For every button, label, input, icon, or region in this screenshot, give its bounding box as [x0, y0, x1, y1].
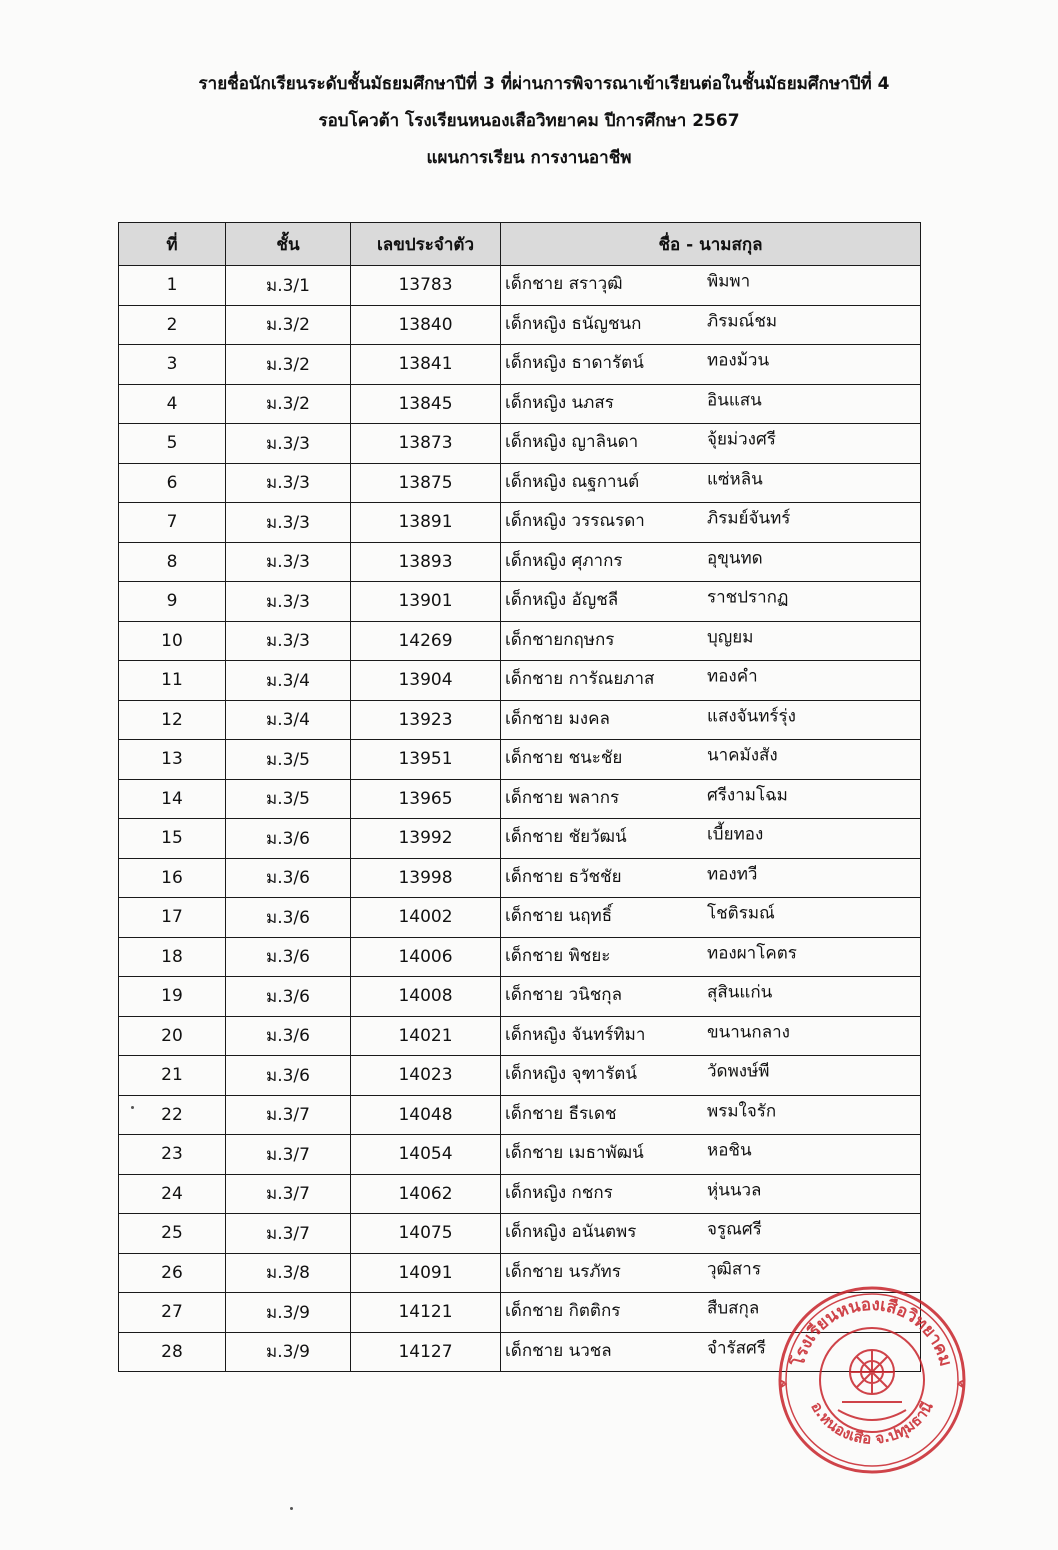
table-row [119, 898, 921, 938]
row-number: 18 [119, 937, 226, 977]
table-row [119, 503, 921, 543]
row-class: ม.3/6 [226, 819, 351, 859]
row-first-name: เด็กหญิง อัญชลี [505, 590, 619, 611]
row-class: ม.3/7 [226, 1135, 351, 1175]
row-last-name: จรูณศรี [707, 1219, 762, 1240]
row-student-id: 14075 [351, 1214, 501, 1254]
row-first-name: เด็กหญิง วรรณรดา [505, 511, 645, 532]
row-student-id: 13923 [351, 700, 501, 740]
row-last-name: อินแสน [707, 390, 762, 411]
row-class: ม.3/6 [226, 1016, 351, 1056]
row-first-name: เด็กชาย ธวัชชัย [505, 866, 622, 887]
row-last-name: นาคมังสัง [707, 745, 778, 766]
row-student-id: 14006 [351, 937, 501, 977]
table-row [119, 345, 921, 385]
table-row [119, 779, 921, 819]
row-first-name: เด็กหญิง จันทร์ทิมา [505, 1024, 646, 1045]
header-no: ที่ [119, 223, 226, 266]
row-last-name: หุ่นนวล [707, 1180, 762, 1201]
row-full-name [501, 819, 921, 859]
row-last-name: หอชิน [707, 1140, 752, 1161]
row-student-id: 13891 [351, 503, 501, 543]
table-header-row [119, 223, 921, 266]
row-last-name: ทองทวี [707, 864, 758, 885]
row-full-name [501, 937, 921, 977]
row-class: ม.3/7 [226, 1174, 351, 1214]
row-student-id: 13901 [351, 582, 501, 622]
row-last-name: ราชปรากฏ [707, 587, 789, 608]
row-class: ม.3/7 [226, 1214, 351, 1254]
row-last-name: ขนานกลาง [707, 1022, 790, 1043]
table-row [119, 1095, 921, 1135]
seal-top-text: โรงเรียนหนองเสือวิทยาคม [788, 1294, 956, 1369]
row-last-name: บุญยม [707, 627, 754, 648]
row-number: 23 [119, 1135, 226, 1175]
row-number: 13 [119, 740, 226, 780]
row-student-id: 14127 [351, 1332, 501, 1372]
row-full-name [501, 1332, 921, 1372]
table-row [119, 700, 921, 740]
row-class: ม.3/2 [226, 345, 351, 385]
svg-text:อ.หนองเสือ จ.ปทุมธานี [807, 1398, 937, 1448]
row-first-name: เด็กชาย การัณยภาส [505, 669, 655, 690]
row-student-id: 14091 [351, 1253, 501, 1293]
row-class: ม.3/3 [226, 503, 351, 543]
row-first-name: เด็กชาย กิตติกร [505, 1301, 621, 1322]
row-class: ม.3/3 [226, 582, 351, 622]
row-first-name: เด็กหญิง นภสร [505, 392, 614, 413]
row-full-name [501, 542, 921, 582]
row-full-name [501, 1095, 921, 1135]
row-class: ม.3/3 [226, 424, 351, 464]
row-number: 8 [119, 542, 226, 582]
row-student-id: 14062 [351, 1174, 501, 1214]
paper-speck [290, 1507, 293, 1510]
row-full-name [501, 1056, 921, 1096]
row-last-name: สืบสกุล [707, 1298, 760, 1319]
row-full-name [501, 305, 921, 345]
row-first-name: เด็กหญิง ญาลินดา [505, 432, 639, 453]
row-student-id: 13845 [351, 384, 501, 424]
row-number: 21 [119, 1056, 226, 1096]
row-student-id: 13875 [351, 463, 501, 503]
row-full-name [501, 1135, 921, 1175]
row-first-name: เด็กหญิง ธาดารัตน์ [505, 353, 644, 374]
table-row [119, 661, 921, 701]
header-class: ชั้น [226, 223, 351, 266]
row-number: 15 [119, 819, 226, 859]
row-full-name [501, 1293, 921, 1333]
row-student-id: 13965 [351, 779, 501, 819]
row-class: ม.3/4 [226, 661, 351, 701]
row-number: 22 [119, 1095, 226, 1135]
row-last-name: โชติรมณ์ [707, 903, 775, 924]
title-line-2: รอบโควต้า โรงเรียนหนองเสือวิทยาคม ปีการศึกษา 2567 [318, 111, 740, 131]
row-student-id: 13998 [351, 858, 501, 898]
row-number: 3 [119, 345, 226, 385]
paper-speck [131, 1106, 134, 1109]
table-body [119, 266, 921, 1372]
row-class: ม.3/6 [226, 1056, 351, 1096]
row-student-id: 13951 [351, 740, 501, 780]
row-class: ม.3/3 [226, 463, 351, 503]
row-last-name: จำรัสศรี [707, 1338, 766, 1359]
row-first-name: เด็กชาย วนิชกุล [505, 985, 623, 1006]
row-last-name: วุฒิสาร [707, 1259, 761, 1280]
document-title-block [0, 66, 1058, 177]
row-last-name: ทองผาโคตร [707, 943, 797, 964]
row-last-name: อุขุนทด [707, 548, 763, 569]
row-first-name: เด็กชาย ชนะชัย [505, 748, 623, 769]
row-full-name [501, 345, 921, 385]
row-full-name [501, 1016, 921, 1056]
table-row [119, 977, 921, 1017]
row-number: 27 [119, 1293, 226, 1333]
row-class: ม.3/6 [226, 937, 351, 977]
seal-bottom-text: อ.หนองเสือ จ.ปทุมธานี [807, 1398, 937, 1448]
table-row [119, 621, 921, 661]
row-full-name [501, 977, 921, 1017]
row-full-name [501, 1214, 921, 1254]
row-last-name: ทองคำ [707, 666, 758, 687]
table-row [119, 819, 921, 859]
title-line-1: รายชื่อนักเรียนระดับชั้นมัธยมศึกษาปีที่ 3 ที่ผ่านการพิจารณาเข้าเรียนต่อในชั้นมัธยมศึกษาปีที่ 4 [198, 74, 890, 94]
row-last-name: แซ่หลิน [707, 469, 763, 490]
row-first-name: เด็กหญิง ธนัญชนก [505, 313, 642, 334]
row-last-name: สุสินแก่น [707, 982, 773, 1003]
row-number: 16 [119, 858, 226, 898]
row-class: ม.3/3 [226, 621, 351, 661]
row-first-name: เด็กชาย นรภัทร [505, 1261, 621, 1282]
row-full-name [501, 661, 921, 701]
table-row [119, 305, 921, 345]
row-number: 10 [119, 621, 226, 661]
row-last-name: ทองม้วน [707, 350, 770, 371]
row-number: 12 [119, 700, 226, 740]
row-class: ม.3/9 [226, 1332, 351, 1372]
row-student-id: 14048 [351, 1095, 501, 1135]
row-student-id: 14021 [351, 1016, 501, 1056]
student-roster-table [118, 222, 921, 1372]
row-class: ม.3/2 [226, 305, 351, 345]
row-class: ม.3/2 [226, 384, 351, 424]
row-number: 19 [119, 977, 226, 1017]
row-full-name [501, 1174, 921, 1214]
row-full-name [501, 898, 921, 938]
row-number: 28 [119, 1332, 226, 1372]
row-student-id: 13841 [351, 345, 501, 385]
row-student-id: 14054 [351, 1135, 501, 1175]
row-full-name [501, 384, 921, 424]
row-first-name: เด็กชาย นฤทธิ์ [505, 906, 613, 927]
row-full-name [501, 740, 921, 780]
row-full-name [501, 582, 921, 622]
row-first-name: เด็กชาย นวชล [505, 1340, 612, 1361]
row-first-name: เด็กชาย ชัยวัฒน์ [505, 827, 627, 848]
row-first-name: เด็กหญิง ณฐกานต์ [505, 471, 640, 492]
row-student-id: 14121 [351, 1293, 501, 1333]
title-line-3: แผนการเรียน การงานอาชีพ [426, 148, 632, 168]
header-student-id: เลขประจำตัว [351, 223, 501, 266]
row-class: ม.3/6 [226, 858, 351, 898]
row-last-name: เบี้ยทอง [707, 824, 764, 845]
row-student-id: 14023 [351, 1056, 501, 1096]
row-number: 1 [119, 266, 226, 306]
row-number: 6 [119, 463, 226, 503]
table-row [119, 424, 921, 464]
row-class: ม.3/6 [226, 898, 351, 938]
row-full-name [501, 700, 921, 740]
row-first-name: เด็กหญิง จุฑารัตน์ [505, 1064, 637, 1085]
row-first-name: เด็กหญิง กชกร [505, 1182, 613, 1203]
row-full-name [501, 779, 921, 819]
row-class: ม.3/7 [226, 1095, 351, 1135]
row-student-id: 13904 [351, 661, 501, 701]
row-last-name: แสงจันทร์รุ่ง [707, 706, 796, 727]
table-row [119, 937, 921, 977]
row-first-name: เด็กชาย มงคล [505, 708, 610, 729]
row-last-name: จุ้ยม่วงศรี [707, 429, 776, 450]
table-row [119, 463, 921, 503]
row-student-id: 14269 [351, 621, 501, 661]
row-student-id: 13840 [351, 305, 501, 345]
row-number: 26 [119, 1253, 226, 1293]
row-student-id: 13893 [351, 542, 501, 582]
row-full-name [501, 463, 921, 503]
row-student-id: 13783 [351, 266, 501, 306]
row-class: ม.3/5 [226, 779, 351, 819]
row-class: ม.3/3 [226, 542, 351, 582]
table-row [119, 582, 921, 622]
row-number: 25 [119, 1214, 226, 1254]
row-last-name: ศรีงามโฉม [707, 785, 788, 806]
row-first-name: เด็กชาย เมธาพัฒน์ [505, 1143, 644, 1164]
table-row [119, 1174, 921, 1214]
table-row [119, 1056, 921, 1096]
table-row [119, 1135, 921, 1175]
row-number: 9 [119, 582, 226, 622]
row-first-name: เด็กชายกฤษกร [505, 629, 615, 650]
row-last-name: พรมใจรัก [707, 1101, 777, 1122]
row-number: 5 [119, 424, 226, 464]
row-full-name [501, 424, 921, 464]
row-last-name: วัดพงษ์พี [707, 1061, 770, 1082]
row-class: ม.3/5 [226, 740, 351, 780]
row-first-name: เด็กหญิง อนันตพร [505, 1222, 637, 1243]
table-row [119, 1293, 921, 1333]
row-full-name [501, 266, 921, 306]
row-number: 20 [119, 1016, 226, 1056]
row-class: ม.3/6 [226, 977, 351, 1017]
table-row [119, 858, 921, 898]
row-student-id: 14008 [351, 977, 501, 1017]
row-number: 17 [119, 898, 226, 938]
table-row [119, 740, 921, 780]
row-first-name: เด็กหญิง ศุภากร [505, 550, 623, 571]
row-class: ม.3/9 [226, 1293, 351, 1333]
row-number: 2 [119, 305, 226, 345]
row-class: ม.3/4 [226, 700, 351, 740]
row-class: ม.3/1 [226, 266, 351, 306]
row-class: ม.3/8 [226, 1253, 351, 1293]
row-first-name: เด็กชาย ธีรเดช [505, 1103, 617, 1124]
row-full-name [501, 621, 921, 661]
row-number: 11 [119, 661, 226, 701]
row-student-id: 13992 [351, 819, 501, 859]
table-row [119, 542, 921, 582]
header-full-name: ชื่อ - นามสกุล [501, 223, 921, 266]
row-last-name: พิมพา [707, 271, 751, 292]
table-row [119, 1253, 921, 1293]
row-last-name: ภิรมย์จันทร์ [707, 508, 791, 529]
row-number: 14 [119, 779, 226, 819]
row-first-name: เด็กชาย พิชยะ [505, 945, 611, 966]
table-row [119, 1214, 921, 1254]
row-number: 24 [119, 1174, 226, 1214]
row-student-id: 13873 [351, 424, 501, 464]
row-student-id: 14002 [351, 898, 501, 938]
table-row [119, 266, 921, 306]
row-number: 7 [119, 503, 226, 543]
row-first-name: เด็กชาย สราวุฒิ [505, 274, 623, 295]
row-number: 4 [119, 384, 226, 424]
table-row [119, 384, 921, 424]
table-row [119, 1016, 921, 1056]
row-full-name [501, 503, 921, 543]
row-full-name [501, 858, 921, 898]
table-row [119, 1332, 921, 1372]
row-full-name [501, 1253, 921, 1293]
row-last-name: ภิรมณ์ชม [707, 311, 778, 332]
row-first-name: เด็กชาย พลากร [505, 787, 620, 808]
